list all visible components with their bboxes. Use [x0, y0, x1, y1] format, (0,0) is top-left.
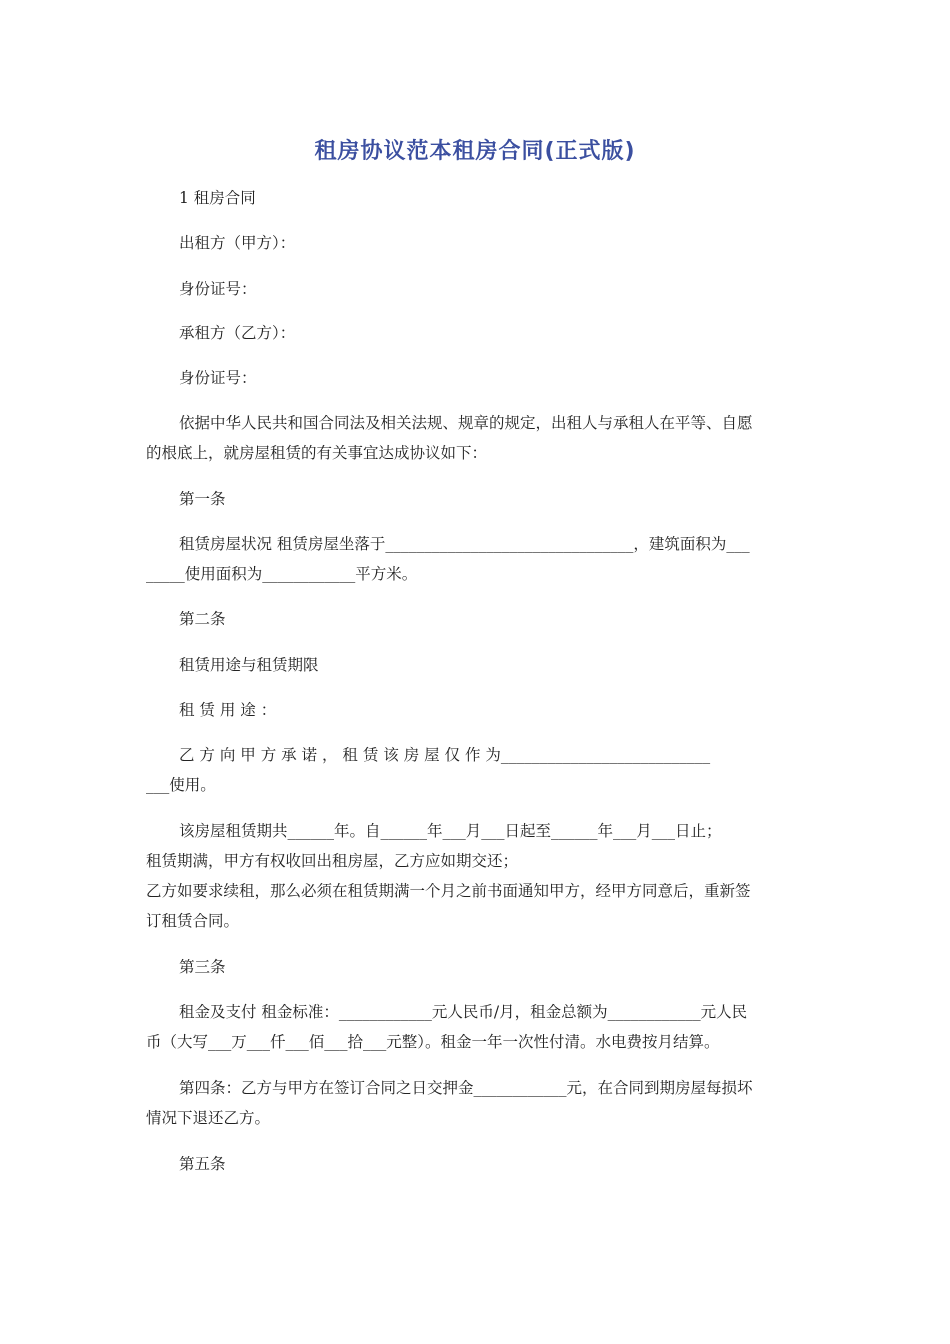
paragraph-line: 承租方（乙方）： [179, 324, 296, 342]
paragraph-line: 身份证号： [179, 369, 257, 387]
section-heading: 第三条 [179, 958, 226, 976]
section-heading: 第二条 [179, 610, 226, 628]
paragraph-line: 租赁房屋状况 租赁房屋坐落于________________________________，建筑面积为___ [179, 535, 750, 553]
paragraph-line: 该房屋租赁期共______年。自______年___月___日起至______年___月___日止； [179, 822, 722, 840]
paragraph-line: _____使用面积为____________平方米。 [146, 565, 418, 583]
paragraph-line: 的根底上，就房屋租赁的有关事宜达成协议如下： [146, 444, 488, 462]
section-heading: 第一条 [179, 490, 226, 508]
paragraph-line: 情况下退还乙方。 [146, 1109, 271, 1127]
paragraph-line: 出租方（甲方）： [179, 234, 296, 252]
paragraph-line: 第四条：乙方与甲方在签订合同之日交押金____________元，在合同到期房屋每损坏 [179, 1079, 753, 1097]
section-heading: 第五条 [179, 1155, 226, 1173]
document-title: 租房协议范本租房合同(正式版) [314, 139, 636, 164]
paragraph-line: 身份证号： [179, 280, 257, 298]
paragraph-line: 乙方如要求续租，那么必须在租赁期满一个月之前书面通知甲方，经甲方同意后，重新签 [146, 882, 751, 900]
paragraph-line: 订租赁合同。 [146, 912, 240, 930]
paragraph-line: 租金及支付 租金标准：____________元人民币/月，租金总额为____________元人民 [179, 1003, 748, 1021]
paragraph-line: 租赁用途与租赁期限 [179, 656, 319, 674]
paragraph-line: 1 租房合同 [179, 189, 256, 207]
paragraph-line: 租赁期满，甲方有权收回出租房屋，乙方应如期交还； [146, 852, 519, 870]
paragraph-line: 租 赁 用 途 ： [179, 701, 277, 719]
paragraph-line: 币（大写___万___仟___佰___拾___元整）。租金一年一次性付清。水电费按月结算。 [146, 1033, 720, 1051]
paragraph-line: 乙 方 向 甲 方 承 诺 ， 租 赁 该 房 屋 仅 作 为___________________________ [179, 746, 711, 764]
paragraph-line: ___使用。 [146, 776, 216, 794]
paragraph-line: 依据中华人民共和国合同法及相关法规、规章的规定，出租人与承租人在平等、自愿 [179, 414, 753, 432]
